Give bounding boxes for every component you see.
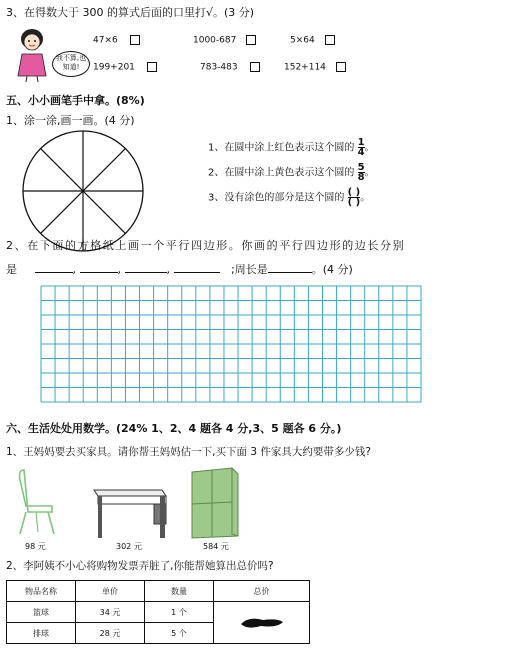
q1-item-3: 3、没有涂色的部分是这个圆的 $\frac{( )}{( )}$ 。 — [208, 187, 371, 208]
header-cell: 数量 — [145, 581, 214, 602]
table-row — [7, 602, 310, 623]
expr-4: 199+201 — [93, 62, 157, 73]
furniture-question: 1、王妈妈要去买家具。请你帮王妈妈估一下,买下面 3 件家具大约要带多少钱? — [6, 446, 371, 458]
answer-checkbox[interactable] — [147, 62, 157, 72]
expr-2: 1000-687 — [193, 35, 256, 46]
cabinet-price: 584 元 — [203, 542, 229, 551]
speech-bubble — [52, 51, 90, 77]
ink-smudge — [237, 614, 287, 630]
cell: 34 元 — [76, 602, 145, 623]
chair-image — [14, 466, 64, 536]
cell: 篮球 — [7, 602, 76, 623]
q1-item-1: 1、在圆中涂上红色表示这个圆的 $\frac{1}{4}$ 。 — [208, 137, 375, 158]
chair-price: 98 元 — [25, 542, 46, 551]
q1-item-2: 2、在圆中涂上黄色表示这个圆的 $\frac{5}{8}$ 。 — [208, 162, 375, 183]
q2-line2: 是 , , , ;周长是 。(4 分) — [6, 263, 353, 276]
expr-1: 47×6 — [93, 35, 140, 46]
side-blank-4[interactable] — [174, 272, 220, 273]
answer-checkbox[interactable] — [325, 35, 335, 45]
invoice-question: 2、李阿姨不小心将购物发票弄脏了,你能帮她算出总价吗? — [6, 560, 274, 572]
expr-3: 5×64 — [290, 35, 335, 46]
grid-paper[interactable] — [40, 285, 422, 403]
girl-illustration — [14, 26, 50, 82]
invoice-table — [6, 580, 310, 644]
bubble-line-1: 我不算,也 — [55, 54, 87, 62]
answer-checkbox[interactable] — [246, 35, 256, 45]
divided-circle — [20, 128, 146, 254]
cabinet-image — [188, 466, 240, 540]
desk-image — [88, 484, 168, 540]
side-blank-2[interactable] — [80, 272, 118, 273]
expr-6: 152+114 — [284, 62, 346, 73]
section5-heading: 五、小小画笔手中拿。(8%) — [6, 94, 145, 107]
table-header-row — [7, 581, 310, 602]
header-cell: 物品名称 — [7, 581, 76, 602]
perimeter-blank[interactable] — [268, 272, 312, 273]
q1-title: 1、涂一涂,画一画。(4 分) — [6, 114, 135, 127]
fraction: $\frac{5}{8}$ — [357, 162, 365, 183]
side-blank-1[interactable] — [35, 272, 73, 273]
q2-line1: 2、在下面的方格纸上画一个平行四边形。你画的平行四边形的边长分别 — [6, 239, 406, 252]
fraction: $\frac{1}{4}$ — [357, 137, 365, 158]
cell: 28 元 — [76, 623, 145, 644]
expr-5: 783-483 — [200, 62, 260, 73]
answer-checkbox[interactable] — [130, 35, 140, 45]
cell: 5 个 — [145, 623, 214, 644]
smudged-total-cell[interactable] — [214, 602, 310, 644]
cell: 排球 — [7, 623, 76, 644]
cell: 1 个 — [145, 602, 214, 623]
answer-checkbox[interactable] — [250, 62, 260, 72]
header-cell: 单价 — [76, 581, 145, 602]
header-cell: 总价 — [214, 581, 310, 602]
bubble-line-2: 知道! — [62, 63, 80, 71]
desk-price: 302 元 — [116, 542, 142, 551]
side-blank-3[interactable] — [125, 272, 167, 273]
answer-checkbox[interactable] — [336, 62, 346, 72]
q3-title: 3、在得数大于 300 的算式后面的口里打√。(3 分) — [6, 6, 255, 19]
fraction-blank[interactable]: $\frac{( )}{( )}$ — [347, 187, 361, 208]
section6-heading: 六、生活处处用数学。(24% 1、2、4 题各 4 分,3、5 题各 6 分。) — [6, 422, 342, 435]
